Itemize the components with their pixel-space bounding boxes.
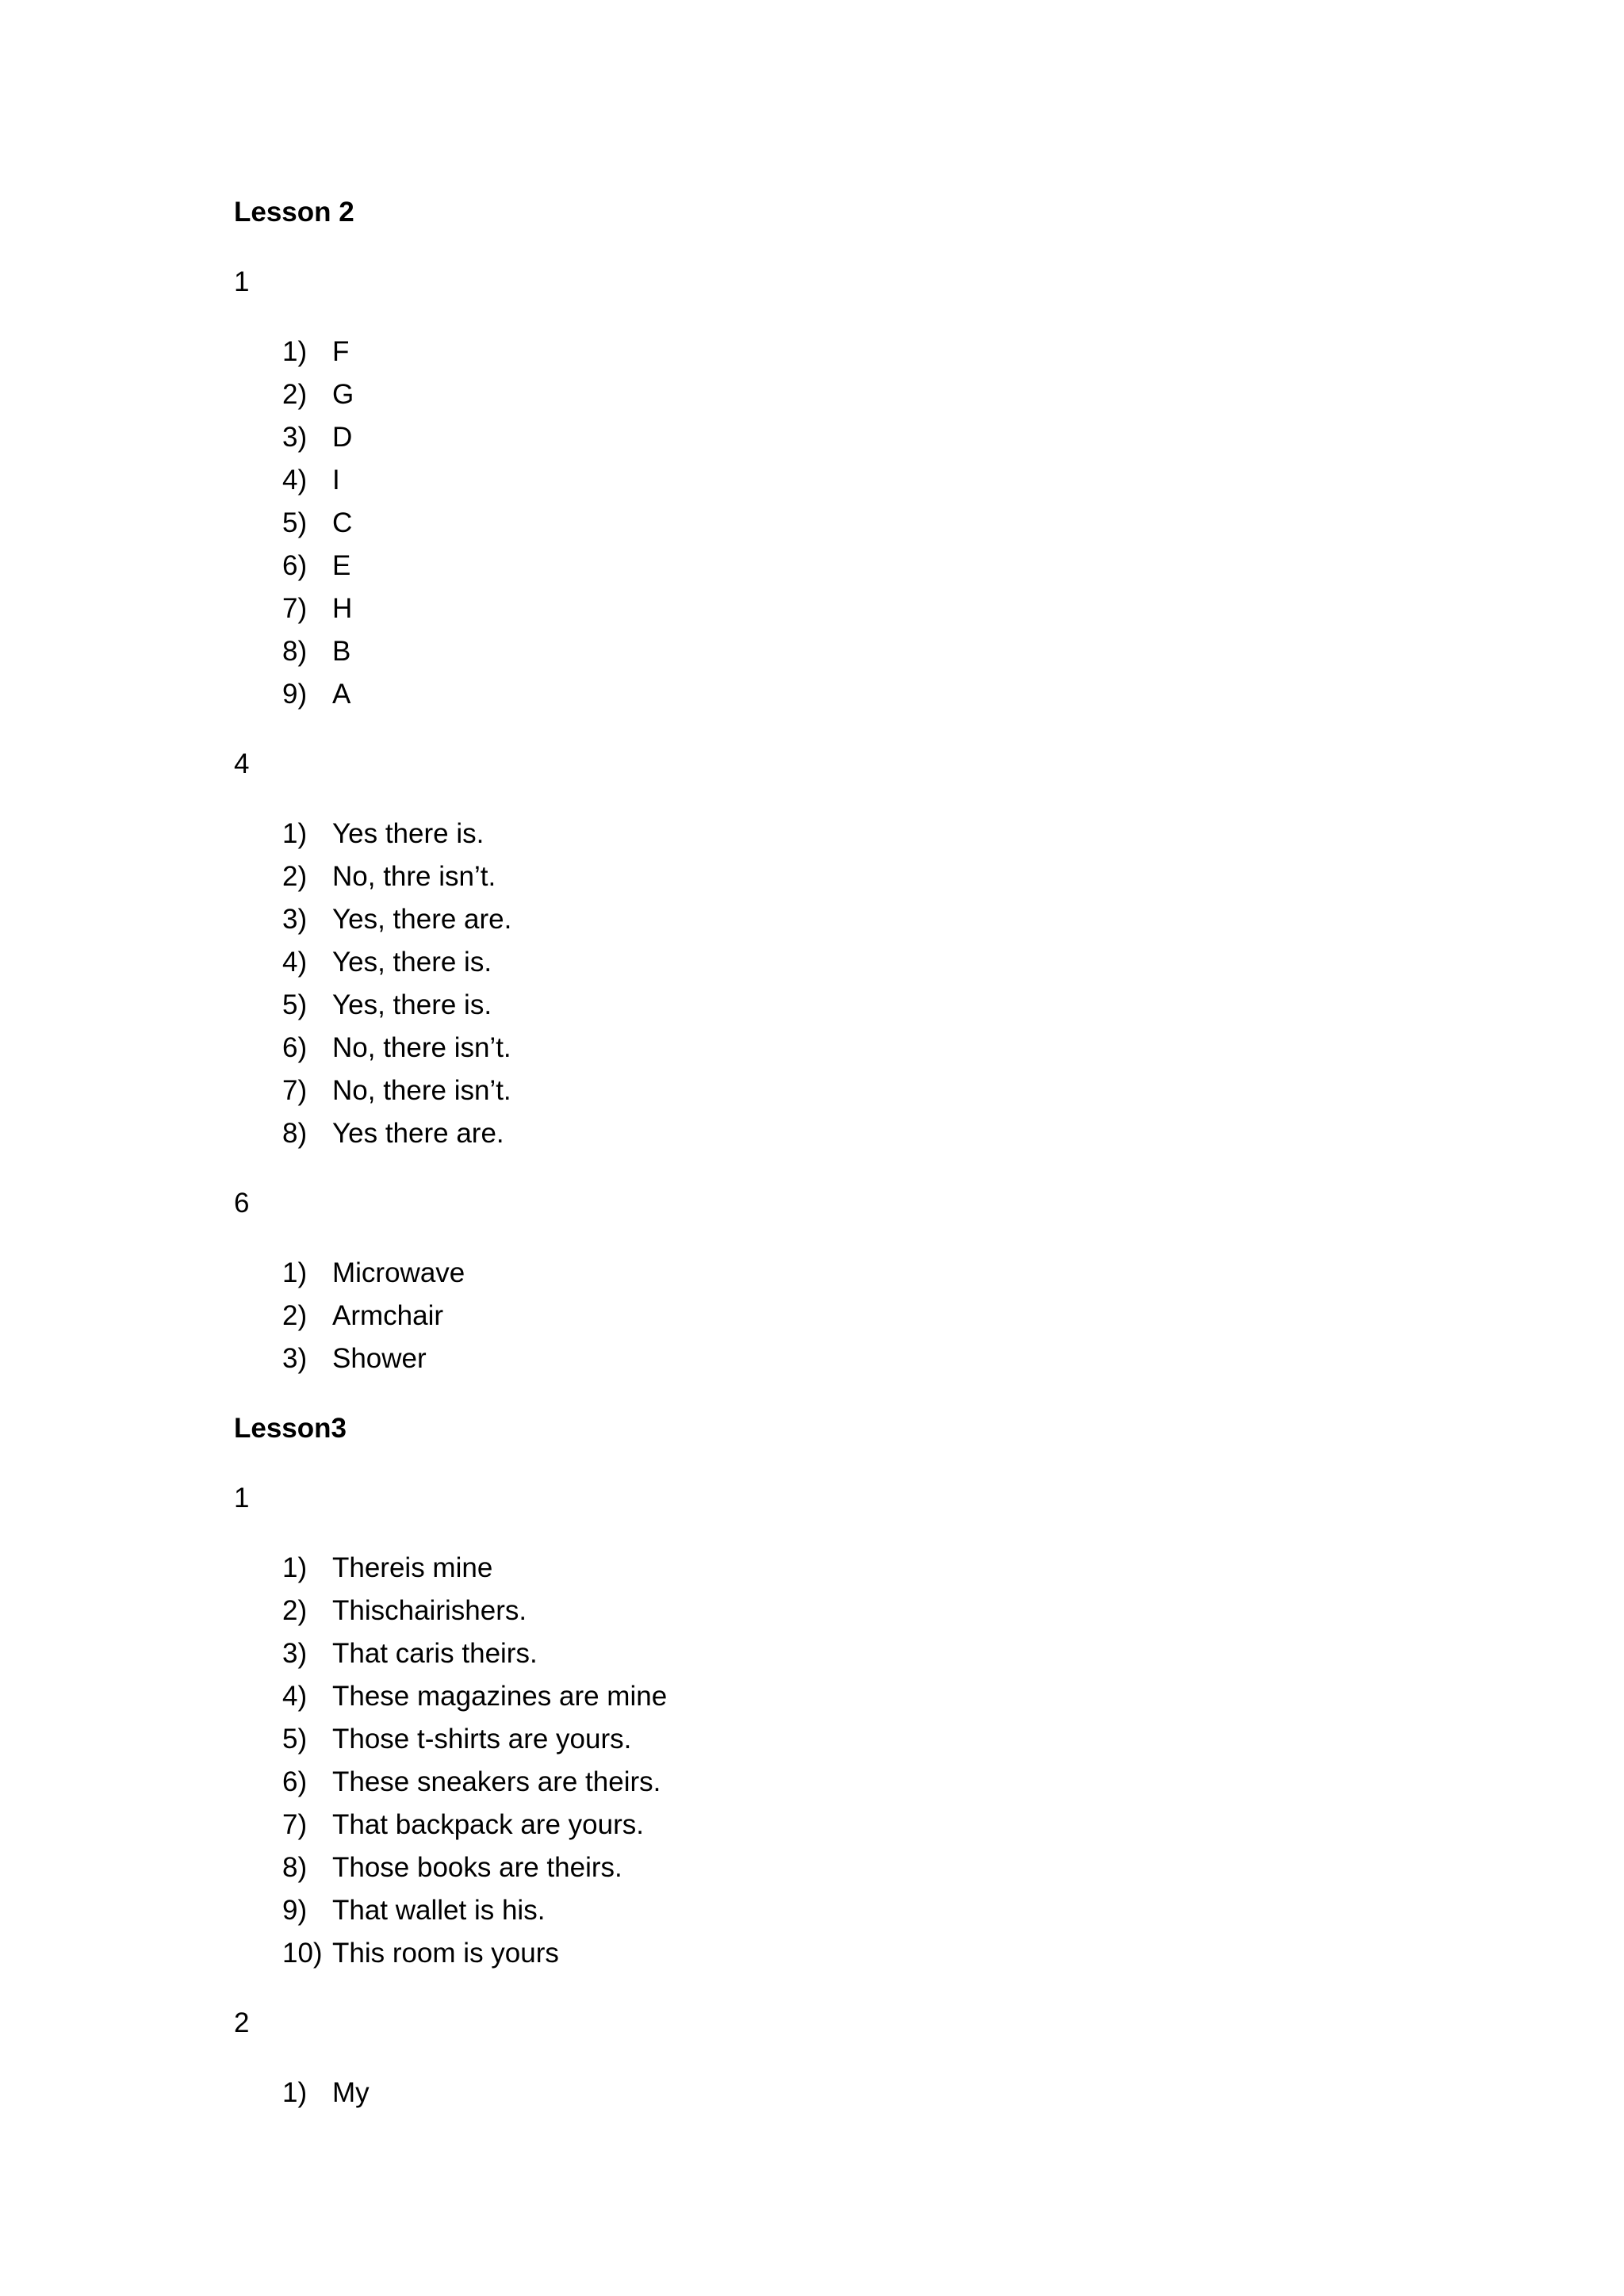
list-item-number: 8) (282, 636, 308, 667)
list-item-text: A (332, 679, 351, 710)
list-item-number: 6) (282, 1766, 308, 1797)
list-item-number: 3) (282, 904, 308, 935)
list-item-text: Thischairishers. (332, 1595, 527, 1626)
list-item-text: Yes, there is. (332, 989, 492, 1020)
list-item-number: 1) (282, 818, 308, 849)
list-item-text: My (332, 2077, 370, 2108)
list-item-number: 4) (282, 465, 308, 496)
list-item-text: That caris theirs. (332, 1638, 538, 1669)
list-item-number: 4) (282, 1681, 308, 1712)
exercise-number: 2 (234, 2007, 250, 2038)
list-item-text: G (332, 379, 354, 410)
exercise-number: 1 (234, 266, 250, 297)
exercise-number: 6 (234, 1188, 250, 1219)
list-item-number: 4) (282, 947, 308, 978)
list-item-text: I (332, 465, 340, 496)
list-item-text: That wallet is his. (332, 1895, 546, 1926)
list-item-number: 7) (282, 1075, 308, 1106)
list-item-text: This room is yours (332, 1938, 559, 1969)
list-item-text: Yes there are. (332, 1118, 504, 1149)
list-item-number: 2) (282, 1300, 308, 1331)
list-item-number: 2) (282, 1595, 308, 1626)
list-item-number: 3) (282, 1638, 308, 1669)
list-item-text: Yes, there is. (332, 947, 492, 978)
list-item-text: Microwave (332, 1257, 465, 1288)
list-item-text: Yes, there are. (332, 904, 512, 935)
list-item-number: 7) (282, 1809, 308, 1840)
list-item-text: No, there isn’t. (332, 1032, 511, 1063)
lesson-heading: Lesson 2 (234, 197, 354, 228)
list-item-text: That backpack are yours. (332, 1809, 644, 1840)
exercise-number: 4 (234, 748, 250, 779)
list-item-number: 1) (282, 1257, 308, 1288)
list-item-text: C (332, 507, 353, 538)
lesson-heading: Lesson3 (234, 1413, 347, 1444)
list-item-number: 5) (282, 989, 308, 1020)
list-item-text: E (332, 550, 351, 581)
exercise-number: 1 (234, 1483, 250, 1513)
list-item-text: No, there isn’t. (332, 1075, 511, 1106)
list-item-text: Those t-shirts are yours. (332, 1724, 632, 1755)
list-item-number: 8) (282, 1852, 308, 1883)
list-item-number: 8) (282, 1118, 308, 1149)
list-item-text: Thereis mine (332, 1552, 493, 1583)
list-item-number: 3) (282, 1343, 308, 1374)
list-item-text: D (332, 422, 353, 453)
list-item-number: 9) (282, 679, 308, 710)
list-item-number: 1) (282, 336, 308, 367)
list-item-number: 6) (282, 550, 308, 581)
list-item-number: 10) (282, 1938, 323, 1969)
list-item-text: These sneakers are theirs. (332, 1766, 661, 1797)
list-item-text: These magazines are mine (332, 1681, 668, 1712)
list-item-number: 2) (282, 861, 308, 892)
list-item-text: Armchair (332, 1300, 444, 1331)
list-item-text: Yes there is. (332, 818, 485, 849)
list-item-text: Those books are theirs. (332, 1852, 622, 1883)
list-item-text: No, thre isn’t. (332, 861, 496, 892)
list-item-number: 6) (282, 1032, 308, 1063)
list-item-number: 1) (282, 2077, 308, 2108)
list-item-number: 1) (282, 1552, 308, 1583)
list-item-text: B (332, 636, 351, 667)
list-item-number: 9) (282, 1895, 308, 1926)
list-item-text: F (332, 336, 350, 367)
list-item-number: 3) (282, 422, 308, 453)
list-item-text: Shower (332, 1343, 427, 1374)
list-item-text: H (332, 593, 353, 624)
list-item-number: 5) (282, 1724, 308, 1755)
list-item-number: 2) (282, 379, 308, 410)
list-item-number: 5) (282, 507, 308, 538)
list-item-number: 7) (282, 593, 308, 624)
